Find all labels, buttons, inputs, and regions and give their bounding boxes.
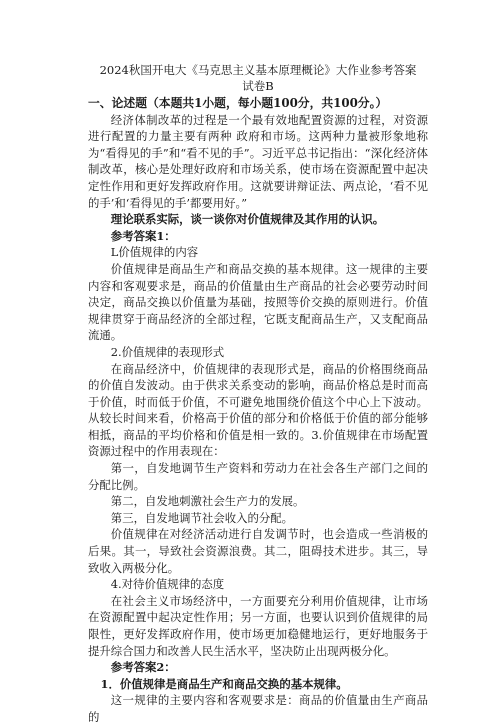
answer2-heading-1: 1．价值规律是商品生产和商品交换的基本规律。: [100, 676, 348, 691]
answer1-paragraph-3: 第一，自发地调节生产资料和劳动力在社会各生产部门之间的分配比例。: [88, 461, 428, 492]
answer1-heading-4: 4.对待价值规律的态度: [110, 577, 225, 592]
answer1-paragraph-5: 第三，自发地调节社会收入的分配。: [110, 510, 294, 525]
prompt-paragraph: 经济体制改革的过程是一个最有效地配置资源的过程，对资源进行配置的力量主要有两种 政府和市场。这两种力量被形象地称为“看得见的手”和“看不见的手”。习近平总书记指出：“深化经济体制改革，核心是处理好政府和市场关系，使市场在资源配置中起决定性作用和更好发挥政府作用。这就要讲辩证法、两点论，‘看不见的手’和‘看得见的手’都要用好。”: [88, 112, 428, 210]
answer2-paragraph-1: 这一规律的主要内容和客观要求是：商品的价值量由生产商品的: [88, 693, 428, 724]
section-heading: 一、论述题（本题共1小题，每小题100分，共100分。）: [88, 96, 388, 110]
answer1-label: 参考答案1：: [110, 228, 176, 243]
answer1-paragraph-2: 在商品经济中，价值规律的表现形式是，商品的价格围绕商品的价值自发波动。由于供求关系变动的影响，商品价格总是时而高于价值，时而低于价值，不可避免地围绕价值这个中心上下波动。从较长时间来看，价格高于价值的部分和价格低于价值的部分能够相抵，商品的平均价格和价值是相一致的。3.价值规律在市场配置资源过程中的作用表现在：: [88, 361, 428, 459]
document-title: 2024秋国开电大《马克思主义基本原理概论》大作业参考答案: [99, 63, 417, 77]
answer1-paragraph-1: 价值规律是商品生产和商品交换的基本规律。这一规律的主要内容和客观要求是，商品的价值量由生产商品的社会必要劳动时间决定，商品交换以价值量为基础，按照等价交换的原则进行。价值规律贯穿于商品经济的全部过程，它既支配商品生产，又支配商品流通。: [88, 261, 428, 343]
answer1-paragraph-7: 在社会主义市场经济中，一方面要充分利用价值规律，让市场在资源配置中起决定性作用；另一方面，也要认识到价值规律的局限性，更好发挥政府作用，使市场更加稳健地运行，更好地服务于提升综合国力和改善人民生活水平，坚决防止出现两极分化。: [88, 593, 428, 658]
question-text: 理论联系实际，谈一谈你对价值规律及其作用的认识。: [110, 212, 385, 227]
answer1-heading-2: 2.价值规律的表现形式: [110, 344, 225, 359]
document-subtitle: 试卷B: [242, 79, 274, 93]
answer2-label: 参考答案2：: [110, 660, 176, 675]
answer1-heading-1: L价值规律的内容: [110, 245, 199, 260]
answer1-paragraph-4: 第二，自发地刺激社会生产力的发展。: [110, 494, 305, 509]
answer1-paragraph-6: 价值规律在对经济活动进行自发调节时，也会造成一些消极的后果。其一，导致社会资源浪费。其二，阻碍技术进步。其三，导致收入两极分化。: [88, 527, 428, 575]
